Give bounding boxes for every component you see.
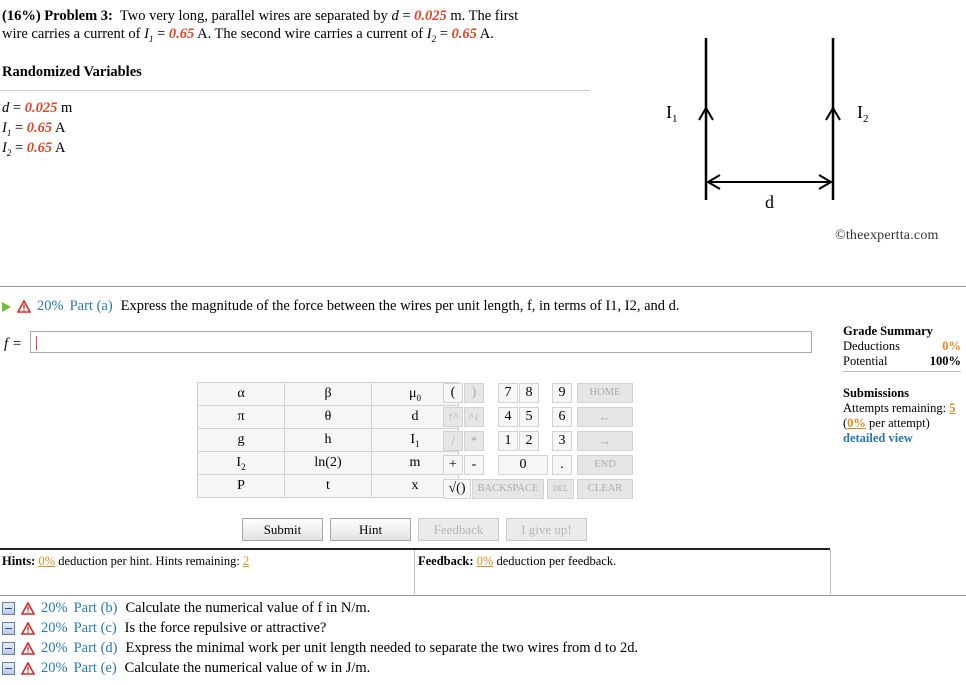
I1-value: 0.65 <box>168 26 195 42</box>
divider <box>0 595 966 596</box>
rand-var-I1: $I_1 = 0.65$ A <box>2 120 66 138</box>
part-d-header[interactable]: 20% Part (d) Express the minimal work per unit length needed to separate the two wires from d to 2d. <box>2 640 638 657</box>
key-2[interactable]: 2 <box>519 431 539 451</box>
key-del[interactable]: DEL <box>547 479 574 499</box>
part-a-percent: 20% <box>37 298 64 314</box>
part-a-name[interactable]: Part (a) <box>69 298 113 314</box>
collapse-icon[interactable] <box>2 662 15 675</box>
potential-label: Potential <box>843 354 888 368</box>
key-I1[interactable]: $I_1$ <box>372 429 459 452</box>
grade-summary <box>843 324 961 369</box>
part-a-text: Express the magnitude of the force between the wires per unit length, f, in terms of I1, I2, and d. <box>120 298 680 314</box>
problem-text-2: wire carries a current of <box>2 26 141 42</box>
wires-diagram <box>650 30 880 215</box>
divider <box>0 548 830 550</box>
key-right-arrow[interactable]: → <box>577 431 633 451</box>
feedback-button[interactable]: Feedback <box>418 518 499 541</box>
key-0[interactable]: 0 <box>498 455 548 475</box>
d-value: 0.025 <box>414 8 447 24</box>
problem-statement: (16%) Problem 3: Two very long, parallel wires are separated by d = 0.025 m. The first wire carries a current of $I_1 = 0.65$ A. The second wire carries a current of $I_2 = 0.65$ A. <box>2 8 519 44</box>
key-d[interactable]: d <box>372 406 459 429</box>
key-5[interactable]: 5 <box>519 407 539 427</box>
text-cursor <box>36 336 37 350</box>
part-c-header[interactable]: 20% Part (c) Is the force repulsive or attractive? <box>2 620 326 637</box>
divider <box>843 371 961 372</box>
rand-var-d: d = 0.025 m <box>2 100 73 116</box>
key-plus[interactable]: + <box>443 455 463 475</box>
key-star[interactable]: * <box>464 431 484 451</box>
key-g[interactable]: g <box>198 429 285 452</box>
key-mu0[interactable]: $\mu_0$ <box>372 383 459 406</box>
key-end[interactable]: END <box>577 455 633 475</box>
part-b-header[interactable]: 20% Part (b) Calculate the numerical value of f in N/m. <box>2 600 370 617</box>
warning-icon <box>21 622 35 635</box>
randomized-variables-title: Randomized Variables <box>2 64 142 80</box>
divider <box>0 90 590 91</box>
key-slash[interactable]: / <box>443 431 463 451</box>
key-ln2[interactable]: ln(2) <box>285 452 372 475</box>
attempts-remaining: 5 <box>949 401 956 415</box>
key-t[interactable]: t <box>285 475 372 498</box>
divider <box>0 286 966 287</box>
key-8[interactable]: 8 <box>519 383 539 403</box>
label-I1: $I_1$ <box>666 102 678 125</box>
key-theta[interactable]: θ <box>285 406 372 429</box>
collapse-icon[interactable] <box>2 602 15 615</box>
label-I2: $I_2$ <box>857 102 869 125</box>
key-3[interactable]: 3 <box>552 431 572 451</box>
key-dot[interactable]: . <box>552 455 572 475</box>
key-h[interactable]: h <box>285 429 372 452</box>
I2-value: 0.65 <box>451 26 477 42</box>
answer-input[interactable] <box>30 331 812 353</box>
key-9[interactable]: 9 <box>552 383 572 403</box>
deductions-value: 0% <box>942 339 961 353</box>
key-alpha[interactable]: α <box>198 383 285 406</box>
key-beta[interactable]: β <box>285 383 372 406</box>
detailed-view-link[interactable]: detailed view <box>843 431 913 445</box>
hint-button[interactable]: Hint <box>330 518 411 541</box>
hints-remaining: 2 <box>242 554 250 568</box>
submissions-title: Submissions <box>843 386 910 400</box>
key-sqrt[interactable]: √() <box>443 479 471 499</box>
hints-info: Hints: 0% deduction per hint. Hints remaining: 2 <box>2 554 250 568</box>
warning-icon <box>21 642 35 655</box>
key-close-paren[interactable]: ) <box>464 383 484 403</box>
symbol-keypad <box>197 382 459 498</box>
key-minus[interactable]: - <box>464 455 484 475</box>
potential-value: 100% <box>929 354 961 368</box>
key-7[interactable]: 7 <box>498 383 518 403</box>
part-a-header <box>2 298 680 315</box>
warning-icon <box>21 662 35 675</box>
rand-var-I2: $I_2 = 0.65$ A <box>2 140 66 158</box>
label-d: d <box>765 192 774 212</box>
submissions: Submissions Attempts remaining: 5 (0% per attempt) detailed view <box>843 386 963 446</box>
feedback-info: Feedback: 0% deduction per feedback. <box>418 554 617 568</box>
divider <box>414 550 415 594</box>
warning-icon <box>21 602 35 615</box>
give-up-button[interactable]: I give up! <box>506 518 587 541</box>
key-left-arrow[interactable]: ← <box>577 407 633 427</box>
copyright: ©theexpertta.com <box>835 228 939 243</box>
key-m[interactable]: m <box>372 452 459 475</box>
key-open-paren[interactable]: ( <box>443 383 463 403</box>
problem-header: (16%) Problem 3: <box>2 8 113 24</box>
key-4[interactable]: 4 <box>498 407 518 427</box>
key-backspace[interactable]: BACKSPACE <box>472 479 544 499</box>
grade-summary-title: Grade Summary <box>843 324 933 338</box>
key-caret-down[interactable]: ^↓ <box>464 407 484 427</box>
problem-text-1: Two very long, parallel wires are separated by <box>119 8 388 24</box>
key-up-caret[interactable]: ↑^ <box>443 407 463 427</box>
key-I2[interactable]: $I_2$ <box>198 452 285 475</box>
feedback-deduction: 0% <box>476 554 494 568</box>
deductions-label: Deductions <box>843 339 900 353</box>
expand-arrow-icon[interactable] <box>2 302 11 312</box>
part-e-header[interactable]: 20% Part (e) Calculate the numerical value of w in J/m. <box>2 660 370 677</box>
key-6[interactable]: 6 <box>552 407 572 427</box>
divider <box>830 550 831 594</box>
key-clear[interactable]: CLEAR <box>577 479 633 499</box>
submit-button[interactable]: Submit <box>242 518 323 541</box>
key-x[interactable]: x <box>372 475 459 498</box>
collapse-icon[interactable] <box>2 622 15 635</box>
key-1[interactable]: 1 <box>498 431 518 451</box>
answer-label: f = <box>4 336 23 352</box>
key-home[interactable]: HOME <box>577 383 633 403</box>
key-pi[interactable]: π <box>198 406 285 429</box>
collapse-icon[interactable] <box>2 642 15 655</box>
warning-icon <box>17 300 31 313</box>
hint-deduction: 0% <box>38 554 56 568</box>
key-P[interactable]: P <box>198 475 285 498</box>
